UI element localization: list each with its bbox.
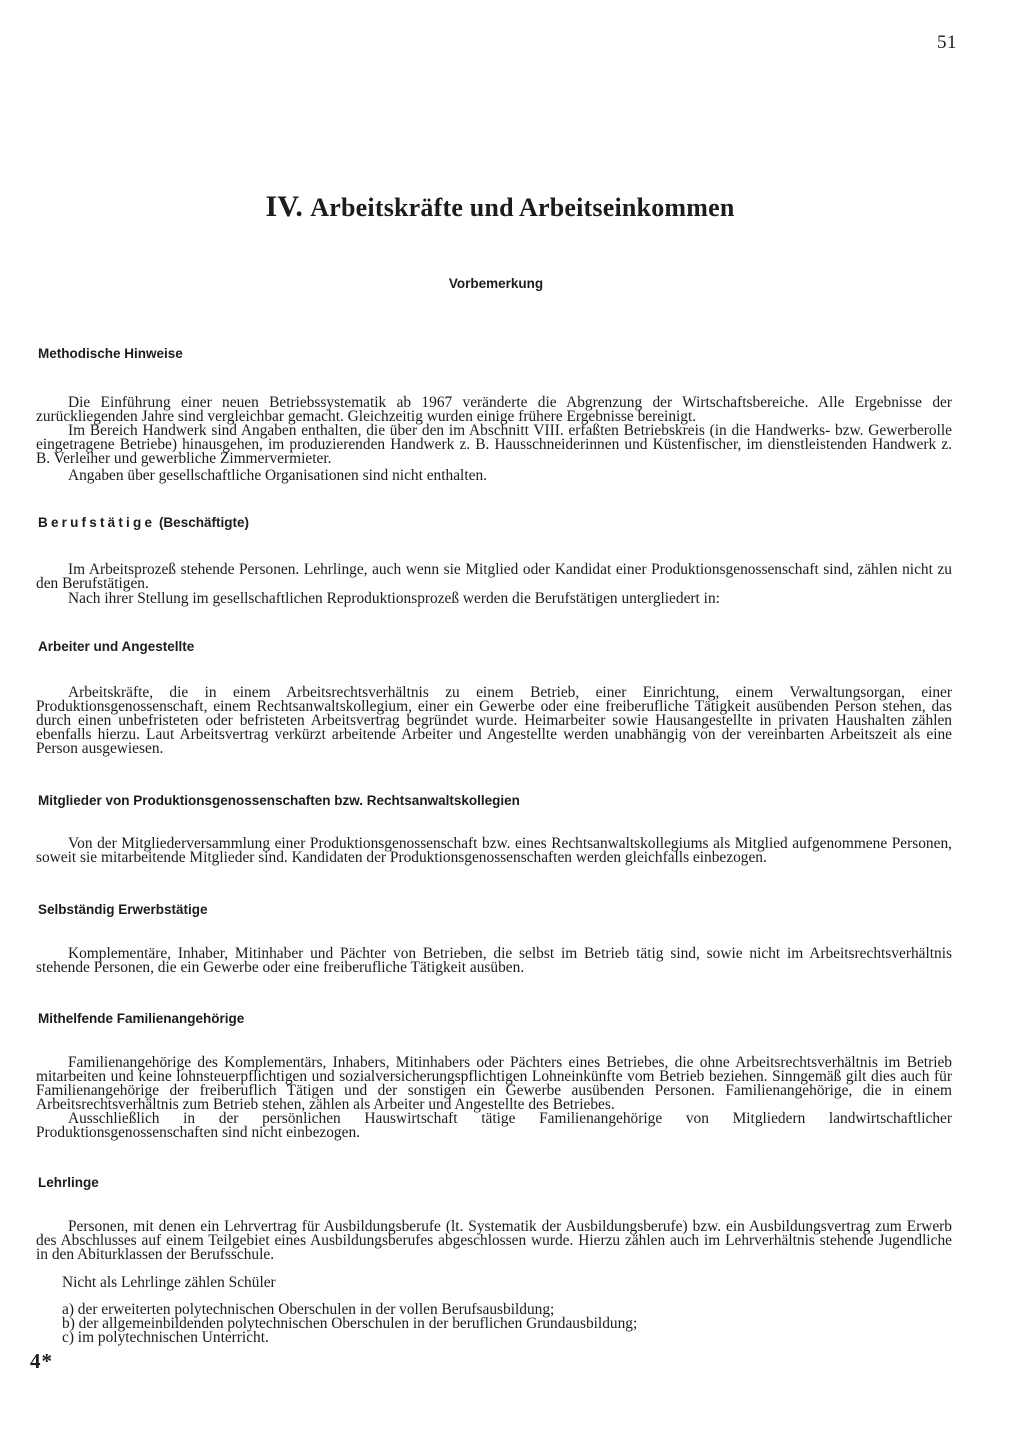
paragraph-methodische-2-text: Im Bereich Handwerk sind Angaben enthalten, die über den im Abschnitt VIII. erfaßten Betriebskreis (in die Handwerks- bzw. Gewerberolle eingetragene Betriebe) hinausgehen, im produzierenden Handwerk z. B. Hausschneiderinnen und Küstenfischer, im dienstleistenden Handwerk z. B. Verleiher und gewerbliche Zimmervermieter. bbox=[36, 422, 952, 467]
paragraph-lehrlinge-1-text: Personen, mit denen ein Lehrvertrag für Ausbildungsberufe (lt. Systematik der Ausbildungsberufe) bzw. ein Ausbildungsvertrag zum Erwerb des Abschlusses auf einem Teilgebiet eines Ausbildungsberufes abgeschlossen wurde. Hierzu zählen auch im Lehrverhältnis stehende Jugendliche in den Abiturklassen der Berufsschule. bbox=[36, 1218, 952, 1263]
paragraph-berufstaetige-1 bbox=[36, 563, 952, 591]
signature-mark: 4* bbox=[30, 1349, 53, 1373]
paragraph-mithelfende-2-text: Ausschließlich in der persönlichen Hauswirtschaft tätige Familienangehörige von Mitgliedern landwirtschaftlicher Produktionsgenossenschaften sind nicht einbezogen. bbox=[36, 1110, 952, 1141]
paragraph-mithelfende-1 bbox=[36, 1056, 952, 1112]
heading-berufstaetige-rest: (Beschäftigte) bbox=[158, 515, 249, 530]
heading-methodische-hinweise: Methodische Hinweise bbox=[38, 346, 183, 361]
chapter-roman-numeral: IV. bbox=[265, 190, 304, 223]
paragraph-berufstaetige-2: Nach ihrer Stellung im gesellschaftlichen Reproduktionsprozeß werden die Berufstätigen untergliedert in: bbox=[68, 590, 720, 607]
chapter-title-text: Arbeitskräfte und Arbeitseinkommen bbox=[310, 193, 735, 222]
paragraph-berufstaetige-1-text: Im Arbeitsprozeß stehende Personen. Lehrlinge, auch wenn sie Mitglied oder Kandidat einer Produktionsgenossenschaft sind, zählen nicht zu den Berufstätigen. bbox=[36, 561, 952, 592]
paragraph-methodische-2 bbox=[36, 424, 952, 466]
paragraph-arbeiter-1 bbox=[36, 686, 952, 756]
page-number: 51 bbox=[937, 32, 957, 53]
chapter-title bbox=[0, 190, 1000, 224]
paragraph-methodische-3: Angaben über gesellschaftliche Organisationen sind nicht enthalten. bbox=[68, 467, 487, 484]
heading-berufstaetige bbox=[38, 515, 249, 530]
heading-lehrlinge: Lehrlinge bbox=[38, 1175, 99, 1190]
paragraph-mithelfende-2 bbox=[36, 1112, 952, 1140]
heading-selbstaendig: Selbständig Erwerbstätige bbox=[38, 902, 208, 917]
heading-arbeiter-angestellte: Arbeiter und Angestellte bbox=[38, 639, 195, 654]
paragraph-methodische-1-text: Die Einführung einer neuen Betriebssystematik ab 1967 veränderte die Abgrenzung der Wirtschaftsbereiche. Alle Ergebnisse der zurückliegenden Jahre sind vergleichbar gemacht. Gleichzeitig wurden einige frühere Ergebnisse bereinigt. bbox=[36, 394, 952, 425]
paragraph-mithelfende-1-text: Familienangehörige des Komplementärs, Inhabers, Mitinhabers oder Pächters eines Betriebes, die ohne Arbeitsrechtsverhältnis im Betrieb mitarbeiten und keine lohnsteuerpflichtigen und sozialversicherungspflichtigen Lohneinkünfte vom Betrieb beziehen. Sinngemäß gilt dies auch für Familienangehörige der freiberuflich Tätigen und der sonstigen ein Gewerbe ausübenden Personen. Familienangehörige, die in einem Arbeitsrechtsverhältnis zum Betrieb stehen, zählen als Arbeiter und Angestellte des Betriebes. bbox=[36, 1054, 952, 1113]
paragraph-selbstaendig-1 bbox=[36, 947, 952, 975]
list-item: c) im polytechnischen Unterricht. bbox=[62, 1329, 269, 1346]
paragraph-mitglieder-1 bbox=[36, 837, 952, 865]
paragraph-mitglieder-1-text: Von der Mitgliederversammlung einer Produktionsgenossenschaft bzw. eines Rechtsanwaltskollegiums als Mitglied aufgenommene Personen, soweit sie mitarbeitende Mitglieder sind. Kandidaten der Produktionsgenossenschaften werden gleichfalls einbezogen. bbox=[36, 835, 952, 866]
heading-mitglieder: Mitglieder von Produktionsgenossenschaften bzw. Rechtsanwaltskollegien bbox=[38, 793, 520, 808]
heading-berufstaetige-spaced: Berufstätige bbox=[38, 515, 156, 530]
heading-mithelfende: Mithelfende Familienangehörige bbox=[38, 1011, 245, 1026]
paragraph-lehrlinge-1 bbox=[36, 1220, 952, 1262]
subtitle-vorbemerkung: Vorbemerkung bbox=[448, 276, 544, 291]
paragraph-arbeiter-1-text: Arbeitskräfte, die in einem Arbeitsrechtsverhältnis zu einem Betrieb, einer Einrichtung, einem Verwaltungsorgan, einer Produktionsgenossenschaft, einem Rechtsanwaltskollegium, einer ein Gewerbe oder eine freiberufliche Tätigkeit ausübenden Person stehen, das durch einen unbefristeten oder befristeten Arbeitsvertrag begründet wurde. Heimarbeiter sowie Hausangestellte in privaten Haushalten zählen ebenfalls hierzu. Laut Arbeitsvertrag verkürzt arbeitende Arbeiter und Angestellte werden unabhängig von der vereinbarten Arbeitszeit als eine Person ausgewiesen. bbox=[36, 684, 952, 757]
paragraph-selbstaendig-1-text: Komplementäre, Inhaber, Mitinhaber und Pächter von Betrieben, die selbst im Betrieb tätig sind, sowie nicht im Arbeitsrechtsverhältnis stehende Personen, die ein Gewerbe oder eine freiberufliche Tätigkeit ausüben. bbox=[36, 945, 952, 976]
paragraph-lehrlinge-2: Nicht als Lehrlinge zählen Schüler bbox=[62, 1274, 276, 1291]
list-item: a) der erweiterten polytechnischen Oberschulen in der vollen Berufsausbildung; bbox=[62, 1301, 555, 1318]
paragraph-methodische-1 bbox=[36, 396, 952, 424]
list-item: b) der allgemeinbildenden polytechnischen Oberschulen in der beruflichen Grundausbildung; bbox=[62, 1315, 638, 1332]
